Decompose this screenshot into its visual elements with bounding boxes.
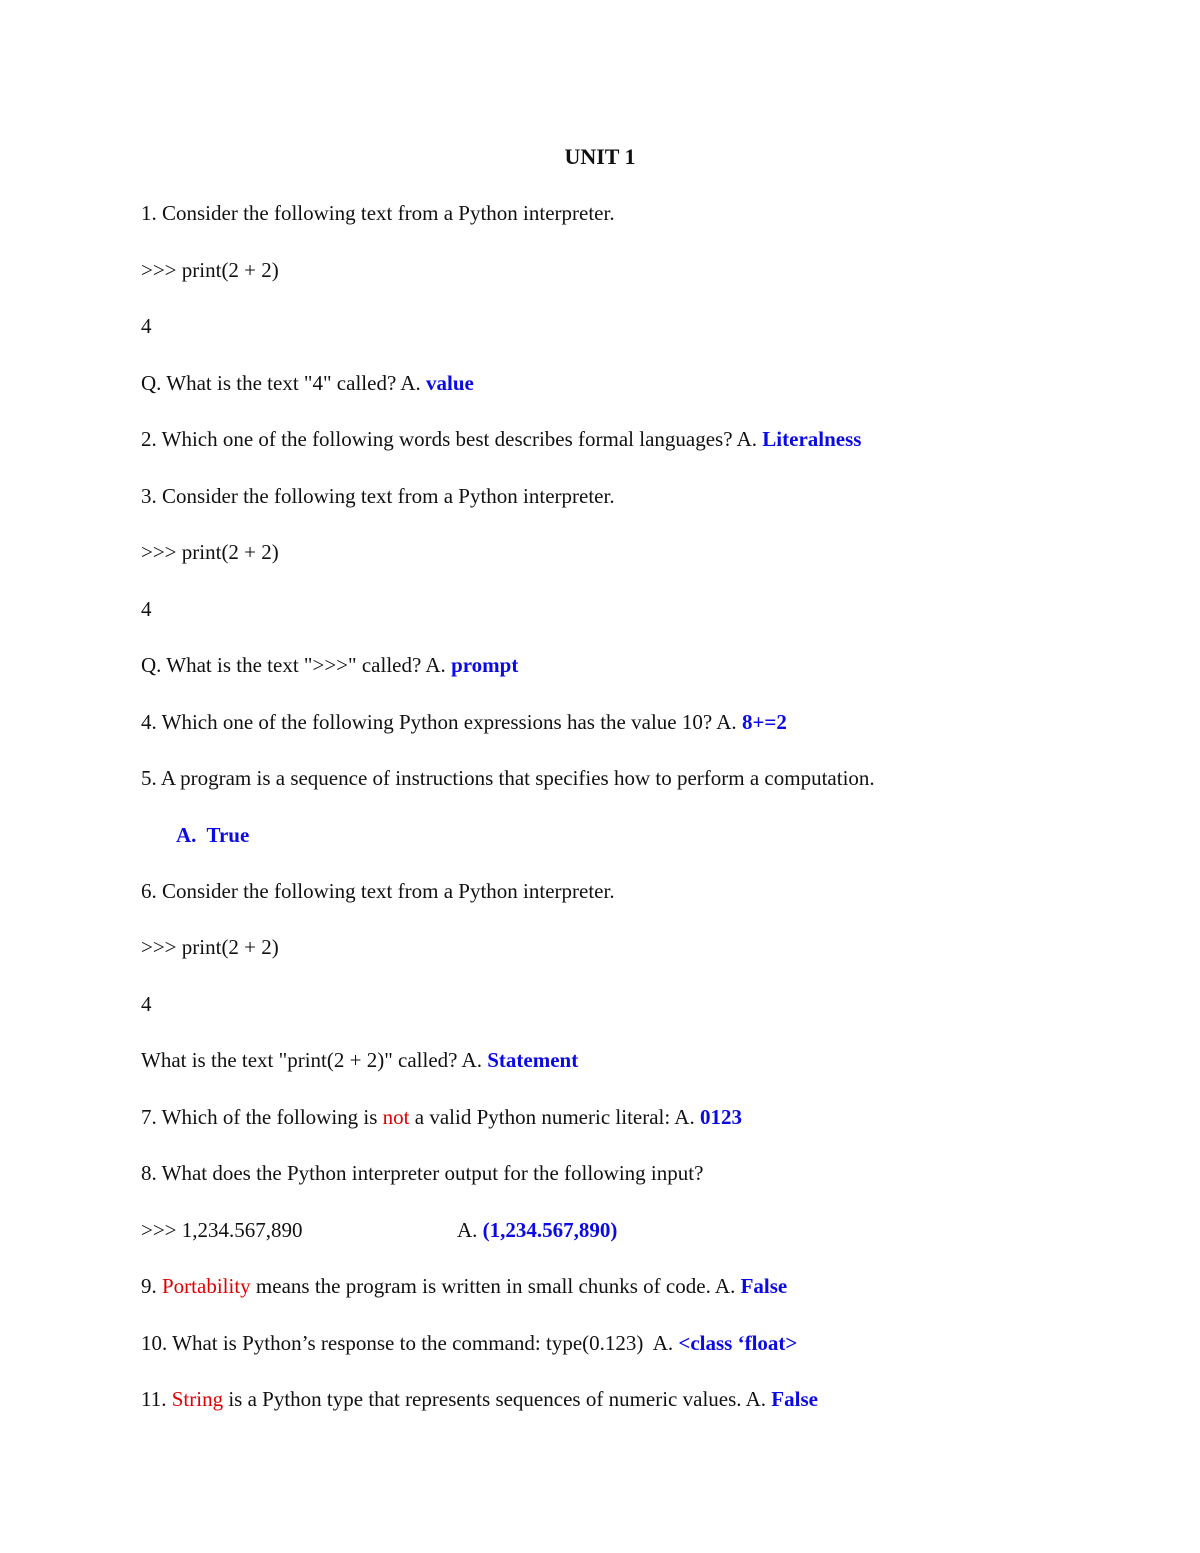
- question-5-answer: A. True: [176, 823, 250, 847]
- question-1-code: >>> print(2 + 2): [141, 258, 279, 282]
- question-6-text: 6. Consider the following text from a Python interpreter.: [141, 879, 615, 903]
- question-4-answer: 8+=2: [741, 710, 787, 734]
- question-4-text: 4. Which one of the following Python expressions has the value 10? A.: [141, 710, 742, 734]
- question-9-pre: 9.: [141, 1274, 162, 1298]
- question-7-answer: 0123: [699, 1105, 742, 1129]
- question-4: [141, 708, 787, 736]
- question-9: [141, 1272, 787, 1300]
- question-11-highlight: String: [171, 1387, 224, 1411]
- page-title: UNIT 1: [564, 144, 636, 169]
- question-1-question: [141, 369, 474, 397]
- question-3-code: >>> print(2 + 2): [141, 540, 279, 564]
- question-7-post: a valid Python numeric literal: A.: [409, 1105, 700, 1129]
- question-3-answer: prompt: [451, 653, 519, 677]
- question-8-answer: (1,234.567,890): [482, 1218, 618, 1242]
- question-2: [141, 425, 861, 453]
- question-9-post: means the program is written in small chunks of code. A.: [250, 1274, 741, 1298]
- question-10-answer: <class ‘float>: [678, 1331, 798, 1355]
- question-11-pre: 11.: [141, 1387, 172, 1411]
- question-11-post: is a Python type that represents sequences of numeric values. A.: [223, 1387, 772, 1411]
- question-11: [141, 1385, 818, 1413]
- question-6-output: 4: [141, 992, 152, 1016]
- question-2-answer: Literalness: [762, 427, 862, 451]
- question-8-code: >>> 1,234.567,890: [141, 1218, 303, 1242]
- question-9-answer: False: [740, 1274, 788, 1298]
- question-3-output: 4: [141, 597, 152, 621]
- question-6-code: >>> print(2 + 2): [141, 935, 279, 959]
- question-3-text: 3. Consider the following text from a Python interpreter.: [141, 484, 615, 508]
- question-5-text: 5. A program is a sequence of instructions that specifies how to perform a computation.: [141, 766, 875, 790]
- question-8-answer-prefix: A.: [457, 1218, 483, 1242]
- question-8-text: 8. What does the Python interpreter output for the following input?: [141, 1161, 704, 1185]
- question-7-highlight: not: [382, 1105, 410, 1129]
- question-7: [141, 1103, 742, 1131]
- question-8-code-line: [141, 1216, 617, 1244]
- question-3-question: [141, 651, 518, 679]
- question-7-pre: 7. Which of the following is: [141, 1105, 383, 1129]
- question-1-question-text: Q. What is the text "4" called? A.: [141, 371, 427, 395]
- question-9-highlight: Portability: [162, 1274, 251, 1298]
- question-11-answer: False: [771, 1387, 818, 1411]
- question-10-text: 10. What is Python’s response to the command: type(0.123) A.: [141, 1331, 679, 1355]
- question-3-question-text: Q. What is the text ">>>" called? A.: [141, 653, 452, 677]
- question-6-question-text: What is the text "print(2 + 2)" called? A.: [141, 1048, 488, 1072]
- question-2-text: 2. Which one of the following words best describes formal languages? A.: [141, 427, 763, 451]
- question-10: [141, 1329, 797, 1357]
- question-1-text: 1. Consider the following text from a Python interpreter.: [141, 201, 615, 225]
- question-1-answer: value: [426, 371, 474, 395]
- question-6-question: [141, 1046, 578, 1074]
- question-6-answer: Statement: [487, 1048, 579, 1072]
- question-1-output: 4: [141, 314, 152, 338]
